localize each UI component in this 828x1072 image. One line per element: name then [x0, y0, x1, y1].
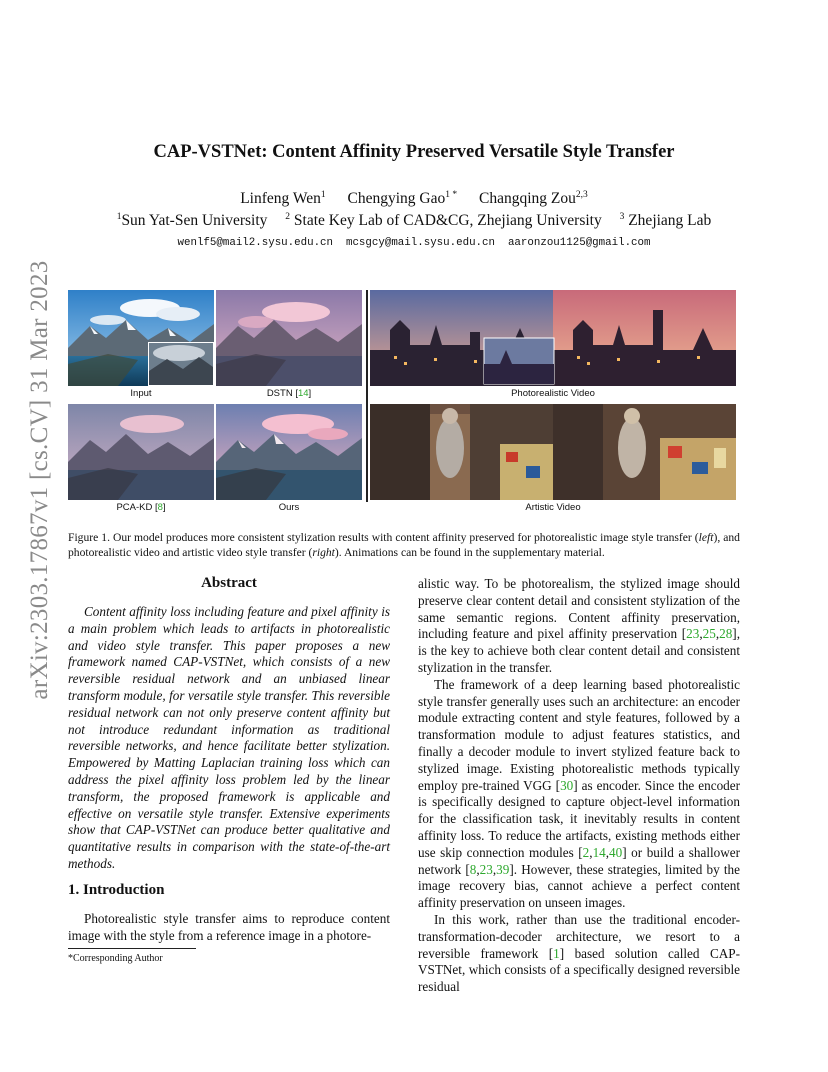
body-text: ], is the key to achieve both clear content detail and consistent stylization in the transfer. [418, 626, 740, 675]
dstn-label-text: DSTN [ [266, 388, 298, 399]
citation-link[interactable]: 39 [496, 861, 510, 877]
ours-label: Ours [278, 502, 300, 513]
intro-paragraph: Photorealistic style transfer aims to reproduce content image with the style from a reference image in a photore- [68, 911, 390, 943]
abstract-heading: Abstract [201, 575, 257, 591]
citation-link[interactable]: 14 [592, 844, 606, 860]
figure-1 [68, 290, 736, 513]
author-name: Chengying Gao [347, 190, 446, 207]
affiliation-list [0, 212, 828, 230]
body-text: In this work, rather than use the traditional encoder-transformation-decoder architecture, we resort to a reversible framework [ [418, 911, 740, 961]
body-text: ] based solution called CAP-VSTNet, which consists of a specifically designed reversible residual [418, 945, 740, 995]
introduction-body [68, 911, 390, 945]
figure-caption [68, 530, 740, 560]
caption-text: ). Animations can be found in the supplementary material. [334, 546, 605, 559]
body-text: ] or build a shallower network [ [418, 844, 741, 877]
bracket-close: ] [308, 388, 312, 399]
dstn-result-image [216, 290, 362, 386]
citation-link[interactable]: 25 [702, 626, 716, 642]
citation-link[interactable]: 30 [560, 777, 574, 793]
artistic-video-frames [370, 404, 736, 500]
body-paragraph: The framework of a deep learning based photorealistic style transfer generally uses such an architecture: an encoder module extracting content and style features, followed by a transformation module to adjust features statistics, and finally a decoder module to invert stylized feature back to stylized image. Existing photorealistic methods typically employ pre-trained VGG [30] as encoder. Since the encoder is specifically designed to capture object-level information for the classification task, it inevitably results in content affinity loss. To reduce the artifacts, existing methods either use skip connection modules [2,14,40] or build a shallower network [8,23,39]. However, these strategies, limited by the image recovery bias, cannot achieve a perfect content affinity preservation on unseen images. [418, 676, 741, 911]
photorealistic-video-label: Photorealistic Video [511, 388, 595, 399]
caption-text: Our model produces more consistent stylization results with content affinity preserved for photorealistic image style transfer ( [113, 531, 699, 544]
author-emails: wenlf5@mail2.sysu.edu.cn mcsgcy@mail.sysu.edu.cn aaronzou1125@gmail.com [177, 237, 651, 249]
citation-link[interactable]: 23 [479, 861, 493, 877]
author-sup: 2,3 [575, 190, 588, 200]
author-sup: 1 [320, 190, 326, 200]
artistic-video-label: Artistic Video [525, 502, 581, 513]
body-text: The framework of a deep learning based photorealistic style transfer generally uses such an architecture: an encoder module extracting content and style features, followed by a transformation module to adjust features statistics, and finally a decoder module to invert stylized feature back to stylized image. Existing photorealistic methods typically employ pre-trained VGG [ [418, 676, 740, 793]
citation-link[interactable]: 8 [469, 861, 477, 877]
abstract-text: Content affinity loss including feature and pixel affinity is a main problem which leads to artifacts in photorealistic and video style transfer. This paper proposes a new framework named CAP-VSTNet, which consists of a new reversible residual network and an unbiased linear transform module, for versatile style transfer. This reversible residual network can not only preserve content affinity but not introduce redundant information as traditional reversible networks, and hence facilitate better stylization. Empowered by Matting Laplacian training loss which can address the pixel affinity loss problem led by the linear transform, the proposed framework is applicable and effective on versatile style transfer. Extensive experiments show that CAP-VSTNet can produce better qualitative and quantitative results in comparison with the state-of-the-art methods. [68, 604, 390, 871]
right-column-body [418, 576, 740, 996]
body-text: alistic way. To be photorealism, the stylized image should preserve clear content detail and consistent stylization of the same semantic regions. Content affinity preservation, including feature and pixel affinity preservation [ [418, 576, 740, 642]
paper-title: CAP-VSTNet: Content Affinity Preserved Versatile Style Transfer [153, 142, 675, 162]
footnote-rule [68, 948, 196, 949]
body-paragraph: alistic way. To be photorealism, the stylized image should preserve clear content detail and consistent stylization of the same semantic regions. Content affinity preservation, including feature and pixel affinity preservation [23,25,28], is the key to achieve both clear content detail and consistent stylization in the transfer. [418, 576, 740, 675]
author-list [0, 190, 828, 208]
input-label: Input [130, 388, 152, 399]
pca-kd-label [68, 502, 214, 513]
body-text: ]. However, these strategies, limited by the image recovery bias, cannot achieve a perfect content affinity preservation on unseen images. [418, 861, 740, 911]
affil-sup: 1 [116, 212, 122, 222]
footnote: *Corresponding Author [68, 953, 163, 964]
caption-italic: right [312, 546, 335, 559]
caption-text: ), and photorealistic video and artistic video style transfer ( [68, 531, 740, 559]
citation-link[interactable]: 23 [686, 626, 700, 642]
citation-link[interactable]: 1 [553, 945, 560, 961]
ours-result-image [216, 404, 362, 500]
author-sup: 1 * [445, 190, 458, 200]
pca-kd-result-image [68, 404, 214, 500]
arxiv-sidebar [20, 260, 60, 700]
pca-kd-label-text: PCA-KD [ [116, 502, 158, 513]
citation-link[interactable]: 8 [157, 502, 163, 513]
arxiv-id: arXiv:2303.17867v1 [cs.CV] 31 Mar 2023 [26, 260, 53, 700]
author-name: Changqing Zou [479, 190, 576, 207]
photorealistic-video-frames [370, 290, 736, 386]
caption-label: Figure 1. [68, 531, 110, 544]
affil-sup: 2 [285, 212, 291, 222]
affil-sup: 3 [619, 212, 625, 222]
citation-link[interactable]: 28 [719, 626, 733, 642]
citation-link[interactable]: 2 [582, 844, 590, 860]
citation-link[interactable]: 40 [609, 844, 623, 860]
affiliation: Sun Yat-Sen University [121, 212, 268, 229]
citation-link[interactable]: 14 [297, 388, 309, 399]
input-image [68, 290, 214, 386]
author-name: Linfeng Wen [240, 190, 321, 207]
dstn-label [216, 388, 362, 399]
figure-divider [366, 290, 368, 502]
body-text: ] as encoder. Since the encoder is specifically designed to capture object-level information for the classification task, it inevitably results in content affinity loss. To reduce the artifacts, existing methods either use skip connection modules [ [418, 777, 740, 860]
abstract-body [68, 604, 390, 873]
caption-italic: left [698, 531, 714, 544]
bracket-close: ] [162, 502, 166, 513]
introduction-heading: 1. Introduction [68, 882, 165, 898]
affiliation: State Key Lab of CAD&CG, Zhejiang University [293, 212, 602, 229]
affiliation: Zhejiang Lab [628, 212, 712, 229]
body-paragraph [418, 912, 740, 996]
